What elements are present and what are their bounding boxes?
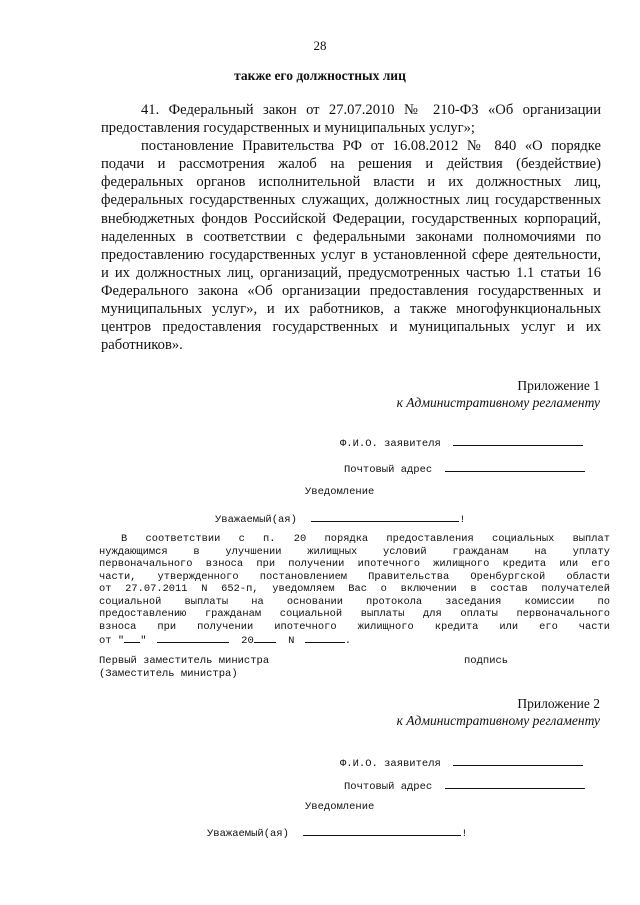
appendix-1-subtitle: к Административному регламенту [396,395,600,410]
signer-title-alt: (Заместитель министра) [99,668,238,680]
postal-address-field-2[interactable] [445,777,585,789]
notice-title-2: Уведомление [305,801,375,813]
applicant-name-row [340,434,583,450]
recipient-name-field-2[interactable] [303,824,461,836]
appendix-1-header [340,377,600,411]
applicant-name-field[interactable] [453,434,583,446]
applicant-name-label: Ф.И.О. заявителя [340,438,441,450]
postal-address-field[interactable] [445,460,585,472]
greeting-row-2 [207,824,468,840]
signature-label: подпись [464,655,509,667]
applicant-name-field-2[interactable] [453,754,583,766]
greeting-exclamation: ! [459,514,466,526]
notice-line: нуждающимся в улучшении жилищных условий гражданам на уплату [99,545,610,558]
notice-line: социальной выплаты на основании протокола заседания комиссии по [99,595,610,608]
number-label: N [288,635,295,647]
appendix-2-subtitle: к Административному регламенту [396,713,600,728]
postal-address-row-2 [344,777,585,793]
notice-line: В соответствии с п. 20 порядка предоставления социальных выплат [121,533,610,545]
day-field[interactable] [124,631,140,643]
signer-block [99,655,269,681]
notice-line: части, утвержденного постановлением Правительства Оренбургской области [99,570,610,583]
postal-address-row [344,460,585,476]
notice-title: Уведомление [305,486,375,498]
applicant-name-row-2 [340,754,583,770]
notice-line: предоставлению гражданам социальной выплаты для оплаты первоначального [99,608,610,620]
page-number: 28 [313,38,327,53]
law-210-fz-text: 41. Федеральный закон от 27.07.2010 № 210-ФЗ «Об организации предоставления государственных и муниципальных услуг»; [101,102,601,137]
recipient-name-field[interactable] [311,510,459,522]
protocol-number-field[interactable] [305,631,345,643]
notice-line: первоначального взноса при получении ипотечного жилищного кредита или его [99,558,610,570]
date-quote-close: " [140,635,147,647]
month-field[interactable] [157,631,229,643]
appendix-1-title: Приложение 1 [517,378,600,393]
year-field[interactable] [254,631,276,643]
greeting-row [215,510,466,526]
notice-line: взноса при получении ипотечного жилищного кредита или его части [99,620,610,633]
date-prefix: от " [99,635,125,647]
date-end: . [344,635,352,647]
year-prefix: 20 [241,635,254,647]
appendix-2-title: Приложение 2 [517,696,600,711]
postal-address-label: Почтовый адрес [344,464,433,476]
greeting-label-2: Уважаемый(ая) [207,828,289,840]
notice-line: от 27.07.2011 N 652-п, уведомляем Вас о включении в состав получателей [99,583,610,595]
postal-address-label-2: Почтовый адрес [344,781,433,793]
protocol-date-row [99,631,351,647]
greeting-exclamation-2: ! [461,828,468,840]
section-heading: также его должностных лиц [234,68,406,83]
greeting-label: Уважаемый(ая) [215,514,297,526]
applicant-name-label-2: Ф.И.О. заявителя [340,758,441,770]
item-41-paragraph [101,101,601,354]
appendix-2-header [340,695,600,729]
notice-body [99,533,610,633]
resolution-840-text: постановление Правительства РФ от 16.08.2012 № 840 «О порядке подачи и рассмотрения жалоб на решения и действия (бездействие) федеральных органов исполнительной власти и их должностных лиц, федеральных государственных служащих, должностных лиц государственных внебюджетных фондов Российской Федерации, государственных корпораций, наделенных в соответствии с федеральными законами полномочиями по предоставлению государственных услуг в установленной сфере деятельности, и их должностных лиц, организаций, предусмотренных частью 1.1 статьи 16 Федерального закона «Об организации предоставления государственных и муниципальных услуг», и их работников, а также многофункциональных центров предоставления государственных и муниципальных услуг и их работников». [101,138,601,354]
signer-title: Первый заместитель министра [99,655,270,667]
